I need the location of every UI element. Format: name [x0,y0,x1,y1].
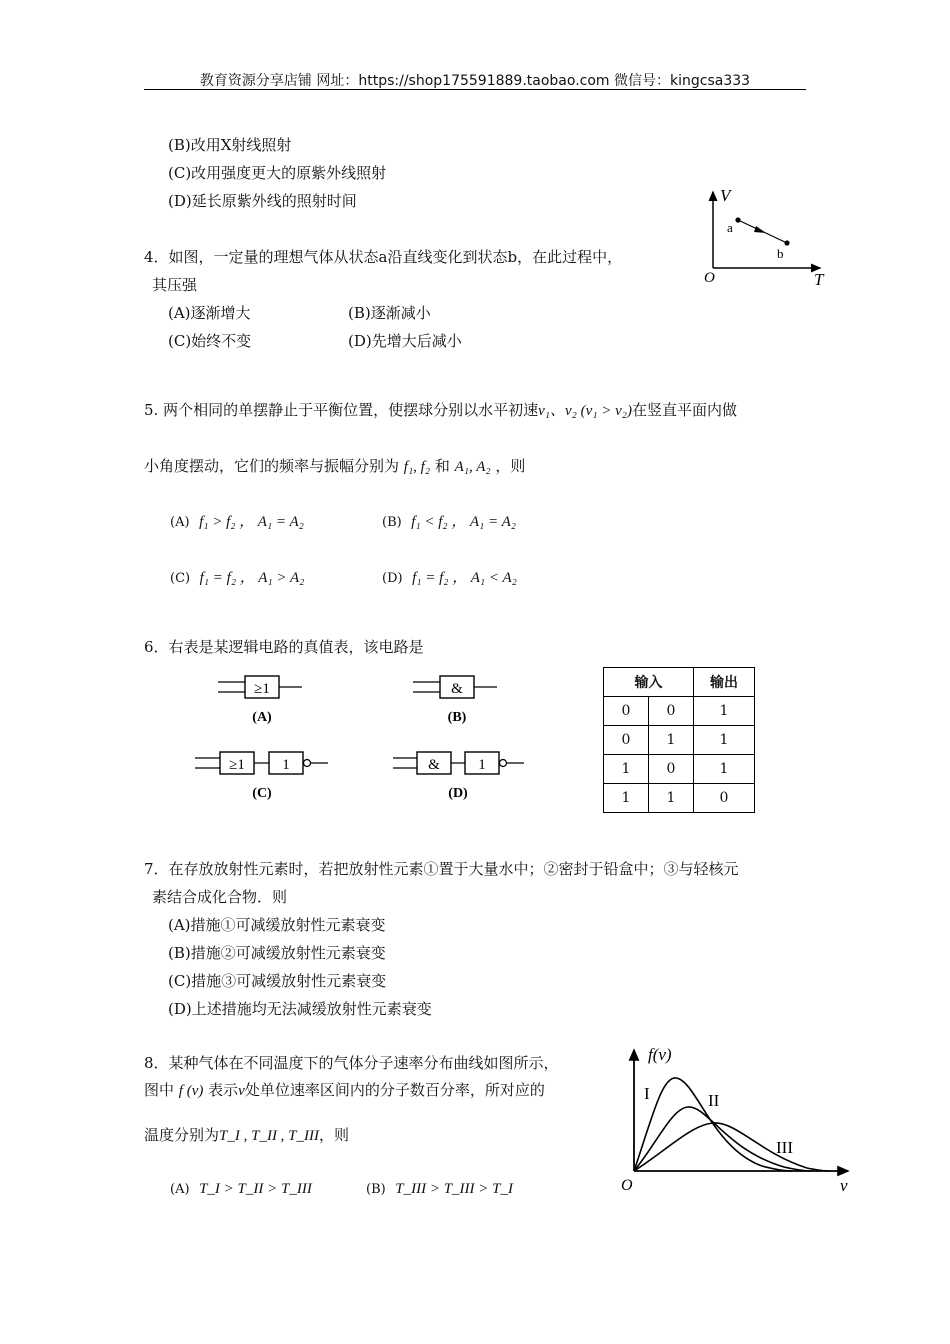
fv-axis-label: f(v) [648,1045,672,1064]
truth-table-input-header: 输入 [604,668,694,697]
q6-stem: 6．右表是某逻辑电路的真值表，该电路是 [144,638,424,656]
table-cell: 1 [649,784,694,813]
table-cell: 0 [694,784,755,813]
q8-option-a-expr: T_I > T_II > T_III [199,1181,312,1197]
q8-text-2: 表示 [208,1081,239,1099]
q5-option-a-label: (A) [170,515,190,530]
origin-label: O [704,270,715,286]
q8-stem-line3 [144,1124,349,1145]
q5-stem-line2 [144,455,525,476]
gate-c-label: (C) [252,786,272,801]
table-row [604,755,755,784]
q5-option-c-label: (C) [170,571,191,586]
gate-b [413,676,497,725]
table-cell: 1 [649,726,694,755]
q5-frequencies: f₁, f₂ [403,459,431,475]
table-row [604,697,755,726]
q8-text-3: 处单位速率区间内的分子数百分率，所对应的 [244,1081,545,1099]
gate-b-label: (B) [447,710,467,725]
table-cell: 1 [604,755,649,784]
curve-i-label: I [644,1084,650,1103]
gate-c-not-symbol: 1 [282,757,290,773]
table-cell: 0 [604,726,649,755]
gate-a-symbol: ≥1 [254,681,270,697]
gate-a [218,676,302,725]
q7-stem-line2: 素结合成化合物．则 [152,888,288,906]
t-axis-label: T [814,270,824,289]
header-divider [144,89,806,90]
q6-logic-gates [190,668,540,808]
q5-text-5: ，则 [495,457,526,475]
q4-option-b: (B)逐渐减小 [348,304,431,322]
state-a-point [735,217,740,222]
gate-a-label: (A) [252,710,272,725]
q4-vt-graph [690,180,840,290]
table-cell: 1 [694,697,755,726]
q5-option-c [170,566,304,587]
q7-option-b: (B)措施②可减缓放射性元素衰变 [168,944,386,962]
q7-stem-line1: 7．在存放放射性元素时，若把放射性元素①置于大量水中；②密封于铅盒中；③与轻核元 [144,860,739,878]
q8-text-5: ，则 [319,1126,350,1144]
table-cell: 1 [694,755,755,784]
gate-b-symbol: & [451,681,463,697]
q8-fv: f (v) [178,1083,204,1099]
table-row [604,784,755,813]
q8-temperatures: T_I , T_II , T_III [219,1128,320,1144]
q5-velocities: v₁、v₂ (v₁ > v₂) [538,403,632,419]
q5-option-a [170,510,304,531]
q7-option-d: (D)上述措施均无法减缓放射性元素衰变 [168,1000,432,1018]
q5-option-a-expr: f₁ > f₂ ， A₁ = A₂ [199,514,304,530]
table-cell: 0 [604,697,649,726]
q5-option-d-expr: f₁ = f₂ ， A₁ < A₂ [412,570,517,586]
origin-label: O [621,1177,633,1194]
q8-option-b [366,1179,513,1198]
q8-option-b-expr: T_III > T_III > T_I [395,1181,513,1197]
q4-option-a: (A)逐渐增大 [168,304,251,322]
truth-table-output-header: 输出 [694,668,755,697]
q5-option-b-label: (B) [382,515,402,530]
q8-distribution-graph [612,1038,862,1198]
table-cell: 0 [649,697,694,726]
table-cell: 1 [694,726,755,755]
q4-option-d: (D)先增大后减小 [348,332,462,350]
q8-option-a [170,1179,312,1198]
curve-ii-label: II [708,1091,720,1110]
q7-option-a: (A)措施①可减缓放射性元素衰变 [168,916,386,934]
q5-text-2: 在竖直平面内做 [631,401,737,419]
q5-option-b-expr: f₁ < f₂ ， A₁ = A₂ [411,514,516,530]
q4-stem-line2: 其压强 [152,276,198,294]
page-header: 教育资源分享店铺 网址：https://shop175591889.taobao.com 微信号：kingcsa333 [199,73,751,89]
truth-table [603,667,755,813]
q4-stem-line1: 4．如图，一定量的理想气体从状态a沿直线变化到状态b，在此过程中， [144,248,623,266]
q8-option-b-label: (B) [366,1182,386,1197]
q5-amplitudes: A₁, A₂ [454,459,491,475]
gate-c-symbol: ≥1 [229,757,245,773]
q5-option-b [382,510,516,531]
q8-text-1: 图中 [144,1081,175,1099]
q5-option-d [382,566,517,587]
q5-text-3: 小角度摆动，它们的频率与振幅分别为 [144,457,400,475]
q5-option-c-expr: f₁ = f₂ ， A₁ > A₂ [199,570,305,586]
state-b-point [784,240,789,245]
gate-c [195,752,328,801]
state-a-label: a [727,220,733,235]
v-axis-label: v [840,1176,848,1195]
q7-option-c: (C)措施③可减缓放射性元素衰变 [168,972,387,990]
gate-d-label: (D) [448,786,468,801]
q5-text-4: 和 [434,457,450,475]
table-cell: 1 [604,784,649,813]
q5-text-1: 5. 两个相同的单摆静止于平衡位置，使摆球分别以水平初速 [144,401,539,419]
truth-table-header [604,668,755,697]
direction-arrow [754,226,766,233]
q8-v: v [238,1083,245,1099]
q3-option-c: (C)改用强度更大的原紫外线照射 [168,164,387,182]
q8-option-a-label: (A) [170,1182,190,1197]
curve-iii-label: III [776,1138,793,1157]
v-axis-label: V [720,186,731,205]
q3-option-b: (B)改用X射线照射 [168,136,292,154]
gate-d [393,752,524,801]
table-row [604,726,755,755]
gate-d-symbol: & [428,757,440,773]
table-cell: 0 [649,755,694,784]
q3-option-d: (D)延长原紫外线的照射时间 [168,192,357,210]
q8-text-4: 温度分别为 [144,1126,220,1144]
q8-stem-line1: 8．某种气体在不同温度下的气体分子速率分布曲线如图所示， [144,1054,559,1072]
q5-option-d-label: (D) [382,571,403,586]
q5-stem-line1 [144,399,737,420]
q8-stem-line2 [144,1079,545,1100]
q4-option-c: (C)始终不变 [168,332,252,350]
state-b-label: b [777,246,784,261]
gate-d-not-symbol: 1 [478,757,486,773]
